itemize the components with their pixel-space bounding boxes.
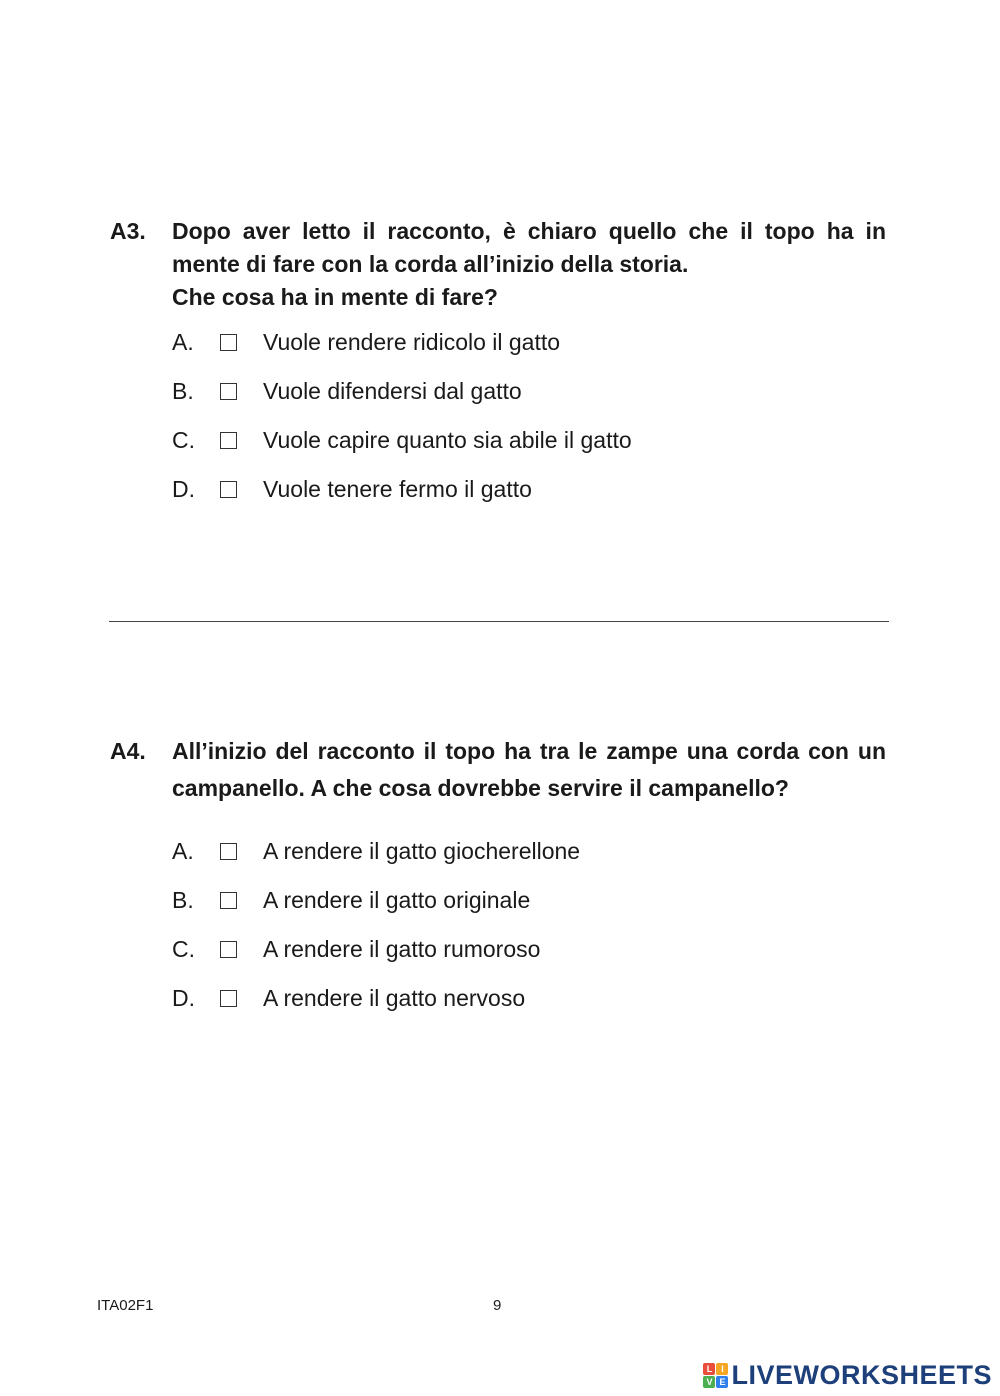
answer-options bbox=[172, 318, 886, 514]
option-text: Vuole rendere ridicolo il gatto bbox=[263, 329, 561, 355]
checkbox[interactable] bbox=[220, 843, 237, 860]
option-text: Vuole capire quanto sia abile il gatto bbox=[263, 427, 632, 453]
option-letter: C. bbox=[172, 427, 195, 453]
question-number: A3. bbox=[110, 218, 146, 244]
option-letter: D. bbox=[172, 985, 195, 1011]
answer-option-a[interactable] bbox=[172, 827, 886, 876]
checkbox[interactable] bbox=[220, 941, 237, 958]
page-number: 9 bbox=[493, 1297, 502, 1314]
checkbox[interactable] bbox=[220, 383, 237, 400]
option-letter: A. bbox=[172, 838, 194, 864]
checkbox[interactable] bbox=[220, 432, 237, 449]
answer-option-c[interactable] bbox=[172, 925, 886, 974]
liveworksheets-brand bbox=[703, 1360, 992, 1391]
option-letter: D. bbox=[172, 476, 195, 502]
option-text: Vuole tenere fermo il gatto bbox=[263, 476, 532, 502]
option-letter: C. bbox=[172, 936, 195, 962]
answer-option-d[interactable] bbox=[172, 974, 886, 1023]
question-a4 bbox=[110, 733, 886, 1023]
answer-option-b[interactable] bbox=[172, 876, 886, 925]
answer-option-a[interactable] bbox=[172, 318, 886, 367]
option-text: A rendere il gatto rumoroso bbox=[263, 936, 541, 962]
question-line: mente di fare con la corda all’inizio della storia. bbox=[172, 251, 689, 277]
answer-option-b[interactable] bbox=[172, 367, 886, 416]
section-divider bbox=[109, 621, 889, 622]
question-line: Dopo aver letto il racconto, è chiaro quello che il topo ha in bbox=[172, 218, 886, 244]
checkbox[interactable] bbox=[220, 334, 237, 351]
liveworksheets-logo-icon: L I V E bbox=[703, 1363, 729, 1389]
option-text: A rendere il gatto giocherellone bbox=[263, 838, 581, 864]
answer-option-c[interactable] bbox=[172, 416, 886, 465]
option-letter: B. bbox=[172, 887, 194, 913]
question-number: A4. bbox=[110, 738, 146, 764]
brand-name: LIVEWORKSHEETS bbox=[731, 1360, 992, 1390]
option-text: A rendere il gatto originale bbox=[263, 887, 531, 913]
answer-options bbox=[172, 827, 886, 1023]
question-text bbox=[172, 215, 886, 314]
question-line: All’inizio del racconto il topo ha tra le zampe una corda con un bbox=[172, 738, 886, 764]
option-letter: A. bbox=[172, 329, 194, 355]
option-text: A rendere il gatto nervoso bbox=[263, 985, 526, 1011]
checkbox[interactable] bbox=[220, 892, 237, 909]
answer-option-d[interactable] bbox=[172, 465, 886, 514]
option-text: Vuole difendersi dal gatto bbox=[263, 378, 522, 404]
option-letter: B. bbox=[172, 378, 194, 404]
checkbox[interactable] bbox=[220, 990, 237, 1007]
checkbox[interactable] bbox=[220, 481, 237, 498]
document-code: ITA02F1 bbox=[97, 1297, 154, 1314]
question-a3 bbox=[110, 215, 886, 514]
question-line: Che cosa ha in mente di fare? bbox=[172, 284, 498, 310]
question-text bbox=[172, 733, 886, 807]
question-line: campanello. A che cosa dovrebbe servire il campanello? bbox=[172, 775, 789, 801]
